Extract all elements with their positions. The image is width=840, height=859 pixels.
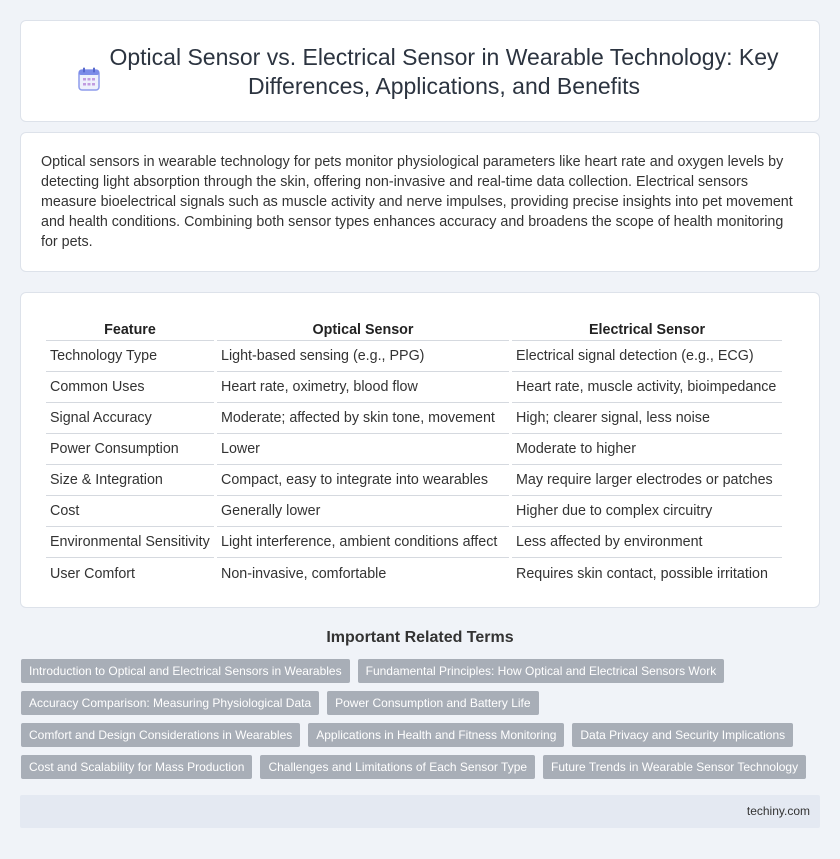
header-electrical-sensor: Electrical Sensor bbox=[512, 315, 782, 341]
term-row bbox=[21, 659, 821, 683]
table-row bbox=[46, 434, 782, 465]
page-title: Optical Sensor vs. Electrical Sensor in Wearable Technology: Key Differences, Applications, and Benefits bbox=[109, 44, 779, 99]
electrical-cell: May require larger electrodes or patches bbox=[512, 465, 782, 496]
table-row bbox=[46, 558, 782, 589]
related-terms-title: Important Related Terms bbox=[326, 629, 514, 646]
term-row bbox=[21, 755, 821, 779]
term-row bbox=[21, 691, 821, 715]
header-optical-sensor: Optical Sensor bbox=[217, 315, 509, 341]
feature-cell: Cost bbox=[46, 496, 214, 527]
electrical-cell: Less affected by environment bbox=[512, 527, 782, 558]
electrical-cell: Requires skin contact, possible irritation bbox=[516, 565, 768, 582]
table-row bbox=[46, 372, 782, 403]
related-term-tag[interactable]: Power Consumption and Battery Life bbox=[327, 691, 538, 715]
optical-cell: Non-invasive, comfortable bbox=[221, 565, 387, 582]
table-row bbox=[46, 403, 782, 434]
optical-cell: Moderate; affected by skin tone, movement bbox=[217, 403, 509, 434]
header-feature: Feature bbox=[46, 315, 214, 341]
comparison-card bbox=[20, 292, 820, 608]
optical-cell: Generally lower bbox=[217, 496, 509, 527]
related-term-tag[interactable]: Cost and Scalability for Mass Production bbox=[21, 755, 252, 779]
feature-cell: Signal Accuracy bbox=[46, 403, 214, 434]
related-term-tag[interactable]: Data Privacy and Security Implications bbox=[572, 723, 793, 747]
optical-cell: Light interference, ambient conditions affect bbox=[217, 527, 509, 558]
related-term-tag[interactable]: Challenges and Limitations of Each Sensor Type bbox=[260, 755, 535, 779]
comparison-table bbox=[43, 315, 785, 589]
intro-paragraph: Optical sensors in wearable technology for pets monitor physiological parameters like heart rate and oxygen levels by detecting light absorption through the skin, offering non-invasive and real-time data collection. Electrical sensors measure bioelectrical signals such as muscle activity and nerve impulses, providing precise insights into pet movement and health conditions. Combining both sensor types enhances accuracy and broadens the scope of health monitoring for pets. bbox=[41, 154, 793, 250]
header-card bbox=[20, 20, 820, 122]
related-term-tag[interactable]: Applications in Health and Fitness Monitoring bbox=[308, 723, 564, 747]
feature-cell: Technology Type bbox=[46, 341, 214, 372]
electrical-cell: High; clearer signal, less noise bbox=[512, 403, 782, 434]
electrical-cell: Heart rate, muscle activity, bioimpedance bbox=[512, 372, 782, 403]
optical-cell: Lower bbox=[217, 434, 509, 465]
related-term-tag[interactable]: Introduction to Optical and Electrical Sensors in Wearables bbox=[21, 659, 350, 683]
intro-card bbox=[20, 132, 820, 272]
table-row bbox=[46, 465, 782, 496]
electrical-cell: Electrical signal detection (e.g., ECG) bbox=[512, 341, 782, 372]
table-row bbox=[46, 341, 782, 372]
related-term-tag[interactable]: Comfort and Design Considerations in Wearables bbox=[21, 723, 300, 747]
table-row bbox=[46, 496, 782, 527]
feature-cell: Environmental Sensitivity bbox=[46, 527, 214, 558]
table-row bbox=[46, 527, 782, 558]
electrical-cell: Moderate to higher bbox=[512, 434, 782, 465]
feature-cell: User Comfort bbox=[50, 565, 135, 582]
related-term-tag[interactable]: Accuracy Comparison: Measuring Physiological Data bbox=[21, 691, 319, 715]
term-row bbox=[21, 723, 821, 747]
related-term-tag[interactable]: Future Trends in Wearable Sensor Technology bbox=[543, 755, 806, 779]
optical-cell: Compact, easy to integrate into wearables bbox=[217, 465, 509, 496]
feature-cell: Power Consumption bbox=[46, 434, 214, 465]
optical-cell: Heart rate, oximetry, blood flow bbox=[217, 372, 509, 403]
feature-cell: Size & Integration bbox=[46, 465, 214, 496]
optical-cell: Light-based sensing (e.g., PPG) bbox=[217, 341, 509, 372]
related-terms-list bbox=[21, 659, 821, 787]
footer bbox=[20, 795, 820, 828]
footer-site-link[interactable]: techiny.com bbox=[746, 804, 810, 818]
table-header-row bbox=[46, 315, 782, 341]
related-term-tag[interactable]: Fundamental Principles: How Optical and Electrical Sensors Work bbox=[358, 659, 725, 683]
feature-cell: Common Uses bbox=[46, 372, 214, 403]
electrical-cell: Higher due to complex circuitry bbox=[512, 496, 782, 527]
